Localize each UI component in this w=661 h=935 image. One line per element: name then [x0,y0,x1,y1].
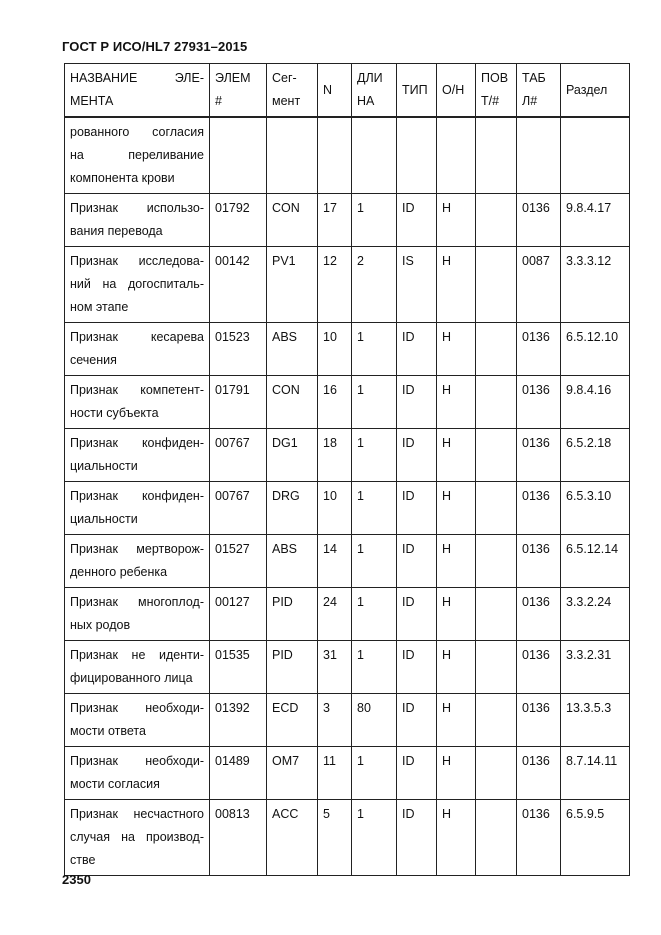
section-cell: 9.8.4.16 [561,376,630,429]
n-cell: 11 [318,747,352,800]
table-number-cell [517,117,561,194]
element-name-cell [65,588,210,641]
type-cell: ID [397,588,437,641]
table-row [65,747,630,800]
n-cell: 10 [318,323,352,376]
section-cell: 6.5.12.14 [561,535,630,588]
optionality-cell: Н [437,694,476,747]
element-id-cell: 01489 [210,747,267,800]
segment-cell: PID [267,641,318,694]
segment-cell: ACC [267,800,318,876]
n-cell: 12 [318,247,352,323]
table-row [65,641,630,694]
repeat-cell [476,641,517,694]
repeat-cell [476,429,517,482]
section-cell: 9.8.4.17 [561,194,630,247]
element-name-cell [65,641,210,694]
n-cell: 14 [318,535,352,588]
element-name-cell [65,535,210,588]
table-header-row [65,64,630,118]
element-id-cell: 00142 [210,247,267,323]
length-cell: 1 [352,800,397,876]
table-row [65,694,630,747]
element-id-cell: 01523 [210,323,267,376]
length-cell: 1 [352,194,397,247]
segment-cell: PV1 [267,247,318,323]
table-number-cell: 0136 [517,323,561,376]
section-cell: 3.3.3.12 [561,247,630,323]
element-name-line: денного ребенка [70,565,168,579]
element-name-line: Признак конфиден- [70,436,204,450]
section-cell: 3.3.2.24 [561,588,630,641]
header-line: мент [272,94,301,108]
type-cell: ID [397,429,437,482]
table-row [65,535,630,588]
length-cell: 2 [352,247,397,323]
repeat-cell [476,747,517,800]
type-cell: IS [397,247,437,323]
length-cell: 1 [352,482,397,535]
n-cell: 10 [318,482,352,535]
section-cell: 6.5.3.10 [561,482,630,535]
element-name-line: Признак компетент- [70,383,204,397]
element-name-line: вания перевода [70,224,163,238]
data-element-table [64,63,630,876]
element-id-cell: 01527 [210,535,267,588]
table-row [65,376,630,429]
optionality-cell: Н [437,535,476,588]
table-number-cell: 0136 [517,694,561,747]
repeat-cell [476,800,517,876]
segment-cell [267,117,318,194]
element-name-line: мости ответа [70,724,146,738]
element-name-cell [65,323,210,376]
header-line: МЕНТА [70,94,114,108]
element-name-line: мости согласия [70,777,160,791]
table-number-cell: 0136 [517,376,561,429]
element-name-line: на переливание [70,148,204,162]
element-id-cell: 00813 [210,800,267,876]
element-name-line: Признак исследова- [70,254,204,268]
optionality-cell: Н [437,323,476,376]
element-name-line: Признак мертворож- [70,542,204,556]
segment-cell: OM7 [267,747,318,800]
element-name-line: ний на догоспиталь- [70,277,204,291]
optionality-cell: Н [437,747,476,800]
element-id-cell: 01792 [210,194,267,247]
element-id-cell: 00767 [210,429,267,482]
table-number-cell: 0136 [517,429,561,482]
repeat-cell [476,482,517,535]
header-type [397,64,437,118]
type-cell: ID [397,482,437,535]
segment-cell: PID [267,588,318,641]
header-line: НАЗВАНИЕ ЭЛЕ- [70,71,204,85]
length-cell: 1 [352,641,397,694]
segment-cell: CON [267,376,318,429]
element-name-line: Признак использо- [70,201,204,215]
table-row [65,194,630,247]
element-id-cell: 01392 [210,694,267,747]
segment-cell: DRG [267,482,318,535]
repeat-cell [476,535,517,588]
header-optionality [437,64,476,118]
optionality-cell: Н [437,194,476,247]
element-name-line: компонента крови [70,171,175,185]
repeat-cell [476,588,517,641]
segment-cell: CON [267,194,318,247]
length-cell: 1 [352,376,397,429]
element-name-line: циальности [70,512,138,526]
repeat-cell [476,323,517,376]
element-id-cell [210,117,267,194]
optionality-cell: Н [437,482,476,535]
type-cell: ID [397,323,437,376]
n-cell: 5 [318,800,352,876]
section-cell: 6.5.12.10 [561,323,630,376]
header-line: ДЛИ [357,71,383,85]
element-name-cell [65,482,210,535]
type-cell [397,117,437,194]
header-length [352,64,397,118]
header-line: Раздел [566,82,608,97]
header-line: НА [357,94,375,108]
type-cell: ID [397,641,437,694]
type-cell: ID [397,747,437,800]
element-id-cell: 00127 [210,588,267,641]
header-line: Л# [522,94,538,108]
element-name-cell [65,194,210,247]
length-cell [352,117,397,194]
length-cell: 1 [352,588,397,641]
header-section [561,64,630,118]
section-cell [561,117,630,194]
table-number-cell: 0136 [517,194,561,247]
optionality-cell: Н [437,376,476,429]
element-name-line: Признак конфиден- [70,489,204,503]
length-cell: 80 [352,694,397,747]
optionality-cell: Н [437,588,476,641]
table-number-cell: 0136 [517,535,561,588]
element-name-line: фицированного лица [70,671,193,685]
element-name-line: рованного согласия [70,125,204,139]
element-name-cell [65,694,210,747]
header-n [318,64,352,118]
element-name-line: ном этапе [70,300,129,314]
n-cell: 18 [318,429,352,482]
table-number-cell: 0136 [517,800,561,876]
header-table-number [517,64,561,118]
element-name-line: Признак необходи- [70,701,204,715]
header-repeat [476,64,517,118]
element-name-line: Признак кесарева [70,330,204,344]
element-id-cell: 01535 [210,641,267,694]
table-number-cell: 0136 [517,588,561,641]
length-cell: 1 [352,747,397,800]
type-cell: ID [397,376,437,429]
element-name-cell [65,247,210,323]
section-cell: 13.3.5.3 [561,694,630,747]
section-cell: 6.5.9.5 [561,800,630,876]
table-row [65,323,630,376]
section-cell: 8.7.14.11 [561,747,630,800]
element-name-line: Признак многоплод- [70,595,204,609]
repeat-cell [476,247,517,323]
type-cell: ID [397,535,437,588]
element-name-cell [65,376,210,429]
document-header: ГОСТ Р ИСО/HL7 27931–2015 [62,39,248,54]
header-line: О/Н [442,82,465,97]
table-row [65,247,630,323]
section-cell: 6.5.2.18 [561,429,630,482]
table-row [65,117,630,194]
element-name-cell [65,747,210,800]
element-id-cell: 01791 [210,376,267,429]
segment-cell: DG1 [267,429,318,482]
element-name-line: ных родов [70,618,131,632]
table-row [65,800,630,876]
element-name-cell [65,429,210,482]
element-name-line: циальности [70,459,138,473]
header-line: # [215,94,222,108]
type-cell: ID [397,194,437,247]
header-element-name [65,64,210,118]
element-name-line: случая на производ- [70,830,204,844]
n-cell: 24 [318,588,352,641]
repeat-cell [476,376,517,429]
repeat-cell [476,694,517,747]
repeat-cell [476,194,517,247]
element-name-cell [65,117,210,194]
header-element-id [210,64,267,118]
header-line: ТИП [402,82,428,97]
n-cell: 3 [318,694,352,747]
n-cell: 16 [318,376,352,429]
element-name-line: Признак несчастного [70,807,204,821]
element-name-line: стве [70,853,96,867]
header-segment [267,64,318,118]
element-name-line: ности субъекта [70,406,159,420]
type-cell: ID [397,800,437,876]
header-line: N [323,82,333,97]
segment-cell: ABS [267,323,318,376]
optionality-cell: Н [437,247,476,323]
n-cell: 17 [318,194,352,247]
table-number-cell: 0136 [517,482,561,535]
table-body [65,117,630,876]
element-name-line: Признак не иденти- [70,648,204,662]
length-cell: 1 [352,429,397,482]
type-cell: ID [397,694,437,747]
header-line: ТАБ [522,71,546,85]
table-number-cell: 0136 [517,747,561,800]
table-row [65,588,630,641]
element-name-line: сечения [70,353,117,367]
optionality-cell: Н [437,800,476,876]
header-line: Сег- [272,71,297,85]
table-row [65,482,630,535]
n-cell: 31 [318,641,352,694]
element-name-cell [65,800,210,876]
page-number: 2350 [62,872,91,887]
element-id-cell: 00767 [210,482,267,535]
n-cell [318,117,352,194]
segment-cell: ABS [267,535,318,588]
section-cell: 3.3.2.31 [561,641,630,694]
table-number-cell: 0136 [517,641,561,694]
length-cell: 1 [352,535,397,588]
segment-cell: ECD [267,694,318,747]
header-line: ПОВ [481,71,509,85]
table-number-cell: 0087 [517,247,561,323]
header-line: ЭЛЕМ [215,71,251,85]
element-name-line: Признак необходи- [70,754,204,768]
optionality-cell [437,117,476,194]
length-cell: 1 [352,323,397,376]
header-line: Т/# [481,94,500,108]
table-row [65,429,630,482]
optionality-cell: Н [437,641,476,694]
optionality-cell: Н [437,429,476,482]
repeat-cell [476,117,517,194]
